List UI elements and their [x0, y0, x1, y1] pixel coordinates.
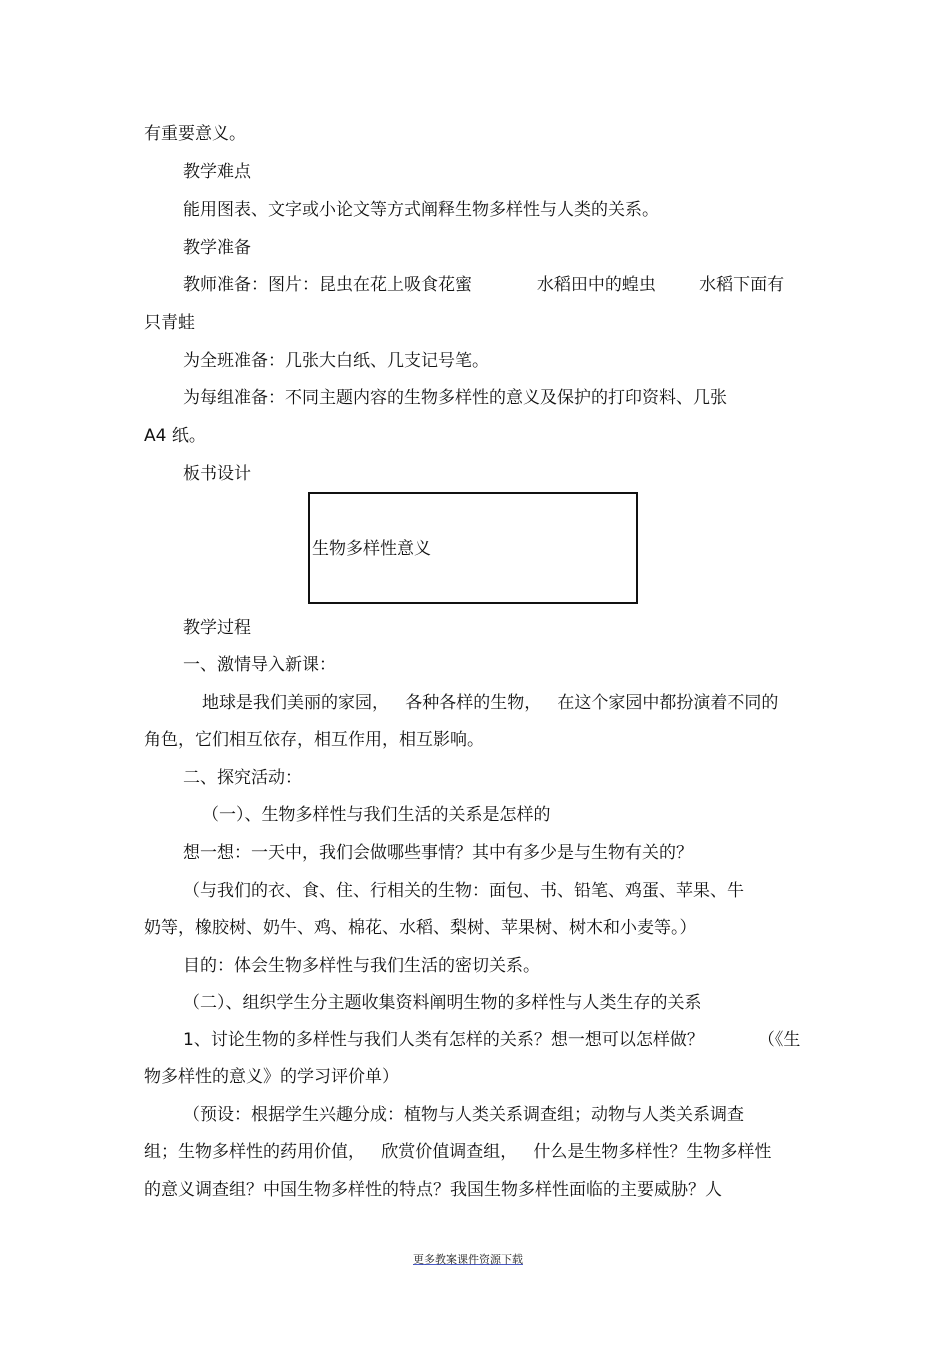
- text-line: 奶等，橡胶树、奶牛、鸡、棉花、水稻、梨树、苹果树、树木和小麦等。）: [144, 918, 697, 938]
- text-line: （与我们的衣、食、住、行相关的生物：面包、书、铅笔、鸡蛋、苹果、牛: [183, 881, 744, 901]
- text-line: （二）、组织学生分主题收集资料阐明生物的多样性与人类生存的关系: [183, 993, 702, 1013]
- section-heading-preparation: 教学准备: [183, 238, 251, 258]
- text-line: 为每组准备：不同主题内容的生物多样性的意义及保护的打印资料、几张: [183, 388, 727, 408]
- text-line: 物多样性的意义》的学习评价单）: [144, 1067, 399, 1087]
- footer-download-link[interactable]: 更多教案课件资源下载: [413, 1253, 523, 1266]
- text-line: 能用图表、文字或小论文等方式阐释生物多样性与人类的关系。: [183, 200, 659, 220]
- text-line: 有重要意义。: [144, 124, 246, 144]
- text-line: 的意义调查组？中国生物多样性的特点？我国生物多样性面临的主要威胁？人: [144, 1180, 722, 1200]
- text-line: A4 纸。: [144, 426, 206, 446]
- text-line: 1、讨论生物的多样性与我们人类有怎样的关系？想一想可以怎样做？ （《生: [183, 1030, 801, 1050]
- text-line: （一）、生物多样性与我们生活的关系是怎样的: [202, 805, 551, 825]
- text-line: 地球是我们美丽的家园， 各种各样的生物， 在这个家园中都扮演着不同的: [202, 693, 779, 713]
- section-heading-difficulty: 教学难点: [183, 162, 251, 182]
- section-heading-board-design: 板书设计: [183, 464, 251, 484]
- text-line: 组；生物多样性的药用价值， 欣赏价值调查组， 什么是生物多样性？生物多样性: [144, 1142, 772, 1162]
- text-line: 教师准备：图片：昆虫在花上吸食花蜜 水稻田中的蝗虫 水稻下面有: [183, 275, 785, 295]
- text-line: 目的：体会生物多样性与我们生活的密切关系。: [183, 956, 540, 976]
- section-heading-process: 教学过程: [183, 618, 251, 638]
- text-line: 为全班准备：几张大白纸、几支记号笔。: [183, 351, 489, 371]
- text-line: （预设：根据学生兴趣分成：植物与人类关系调查组；动物与人类关系调查: [183, 1105, 744, 1125]
- text-line: 只青蛙: [144, 313, 195, 333]
- text-line: 角色，它们相互依存，相互作用，相互影响。: [144, 730, 484, 750]
- board-design-text: 生物多样性意义: [312, 539, 431, 559]
- board-design-box: [308, 492, 638, 604]
- text-line: 想一想：一天中，我们会做哪些事情？其中有多少是与生物有关的？: [183, 843, 693, 863]
- text-line: 一、激情导入新课：: [183, 655, 336, 675]
- text-line: 二、探究活动：: [183, 768, 302, 788]
